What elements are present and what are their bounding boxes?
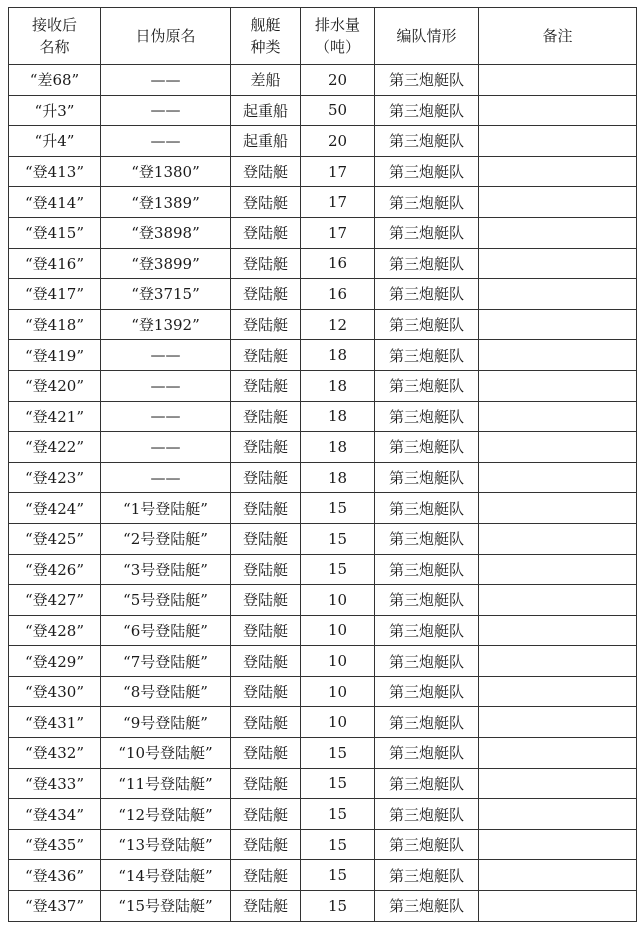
table-row (9, 646, 637, 677)
table-row (9, 860, 637, 891)
table-row (9, 707, 637, 738)
cell-displacement: 10 (301, 707, 375, 738)
table-row (9, 523, 637, 554)
header-displacement: 排水量 （吨） (301, 8, 375, 65)
cell-vessel-type: 登陆艇 (231, 799, 301, 830)
cell-original-name: “1号登陆艇” (101, 493, 231, 524)
cell-displacement: 10 (301, 646, 375, 677)
table-row (9, 462, 637, 493)
cell-remarks (479, 309, 637, 340)
cell-received-name: “登428” (9, 615, 101, 646)
table-body (9, 65, 637, 922)
table-row (9, 432, 637, 463)
cell-received-name: “登433” (9, 768, 101, 799)
cell-formation: 第三炮艇队 (375, 799, 479, 830)
cell-displacement: 16 (301, 279, 375, 310)
cell-displacement: 15 (301, 493, 375, 524)
cell-original-name: “6号登陆艇” (101, 615, 231, 646)
cell-formation: 第三炮艇队 (375, 126, 479, 157)
cell-formation: 第三炮艇队 (375, 156, 479, 187)
cell-original-name: —— (101, 432, 231, 463)
cell-vessel-type: 登陆艇 (231, 615, 301, 646)
cell-vessel-type: 登陆艇 (231, 279, 301, 310)
cell-remarks (479, 95, 637, 126)
cell-remarks (479, 432, 637, 463)
header-row (9, 8, 637, 65)
cell-vessel-type: 登陆艇 (231, 248, 301, 279)
cell-displacement: 18 (301, 340, 375, 371)
ship-table (8, 7, 637, 922)
cell-original-name: —— (101, 340, 231, 371)
cell-received-name: “登435” (9, 829, 101, 860)
cell-original-name: “15号登陆艇” (101, 891, 231, 922)
cell-received-name: “登415” (9, 217, 101, 248)
cell-vessel-type: 登陆艇 (231, 340, 301, 371)
cell-original-name: “5号登陆艇” (101, 585, 231, 616)
cell-received-name: “升3” (9, 95, 101, 126)
cell-vessel-type: 登陆艇 (231, 829, 301, 860)
cell-received-name: “登424” (9, 493, 101, 524)
cell-displacement: 18 (301, 462, 375, 493)
table-row (9, 829, 637, 860)
cell-original-name: “登1392” (101, 309, 231, 340)
cell-formation: 第三炮艇队 (375, 585, 479, 616)
cell-vessel-type: 登陆艇 (231, 768, 301, 799)
cell-formation: 第三炮艇队 (375, 217, 479, 248)
cell-original-name: “8号登陆艇” (101, 676, 231, 707)
cell-original-name: “3号登陆艇” (101, 554, 231, 585)
table-row (9, 493, 637, 524)
cell-remarks (479, 891, 637, 922)
cell-displacement: 17 (301, 187, 375, 218)
cell-remarks (479, 829, 637, 860)
cell-received-name: “登432” (9, 738, 101, 769)
cell-formation: 第三炮艇队 (375, 493, 479, 524)
cell-original-name: “11号登陆艇” (101, 768, 231, 799)
cell-vessel-type: 差船 (231, 65, 301, 96)
cell-received-name: “登431” (9, 707, 101, 738)
header-formation: 编队情形 (375, 8, 479, 65)
table-row (9, 95, 637, 126)
cell-remarks (479, 738, 637, 769)
cell-remarks (479, 65, 637, 96)
cell-vessel-type: 登陆艇 (231, 432, 301, 463)
cell-remarks (479, 279, 637, 310)
cell-remarks (479, 370, 637, 401)
cell-received-name: “升4” (9, 126, 101, 157)
table-row (9, 585, 637, 616)
cell-vessel-type: 登陆艇 (231, 707, 301, 738)
cell-original-name: —— (101, 65, 231, 96)
cell-received-name: “登419” (9, 340, 101, 371)
cell-received-name: “登430” (9, 676, 101, 707)
cell-formation: 第三炮艇队 (375, 432, 479, 463)
table-row (9, 217, 637, 248)
table-row (9, 615, 637, 646)
cell-displacement: 10 (301, 585, 375, 616)
cell-formation: 第三炮艇队 (375, 248, 479, 279)
cell-original-name: “12号登陆艇” (101, 799, 231, 830)
cell-displacement: 12 (301, 309, 375, 340)
cell-received-name: “登413” (9, 156, 101, 187)
table-row (9, 340, 637, 371)
cell-vessel-type: 登陆艇 (231, 370, 301, 401)
cell-received-name: “登423” (9, 462, 101, 493)
cell-formation: 第三炮艇队 (375, 860, 479, 891)
cell-displacement: 15 (301, 829, 375, 860)
header-remarks: 备注 (479, 8, 637, 65)
cell-displacement: 18 (301, 432, 375, 463)
cell-original-name: —— (101, 370, 231, 401)
cell-vessel-type: 登陆艇 (231, 891, 301, 922)
cell-remarks (479, 126, 637, 157)
cell-received-name: “登421” (9, 401, 101, 432)
cell-formation: 第三炮艇队 (375, 829, 479, 860)
cell-remarks (479, 523, 637, 554)
table-row (9, 554, 637, 585)
cell-vessel-type: 登陆艇 (231, 493, 301, 524)
cell-received-name: “登434” (9, 799, 101, 830)
cell-formation: 第三炮艇队 (375, 676, 479, 707)
cell-received-name: “登429” (9, 646, 101, 677)
cell-vessel-type: 登陆艇 (231, 462, 301, 493)
cell-formation: 第三炮艇队 (375, 891, 479, 922)
cell-remarks (479, 646, 637, 677)
table-row (9, 126, 637, 157)
cell-displacement: 15 (301, 738, 375, 769)
cell-displacement: 17 (301, 156, 375, 187)
cell-original-name: “登3899” (101, 248, 231, 279)
cell-vessel-type: 起重船 (231, 95, 301, 126)
cell-formation: 第三炮艇队 (375, 370, 479, 401)
cell-received-name: “登437” (9, 891, 101, 922)
cell-vessel-type: 登陆艇 (231, 738, 301, 769)
cell-displacement: 18 (301, 401, 375, 432)
table-row (9, 156, 637, 187)
cell-vessel-type: 登陆艇 (231, 585, 301, 616)
table-row (9, 187, 637, 218)
cell-vessel-type: 登陆艇 (231, 309, 301, 340)
cell-original-name: —— (101, 126, 231, 157)
table-row (9, 370, 637, 401)
cell-original-name: “14号登陆艇” (101, 860, 231, 891)
cell-remarks (479, 676, 637, 707)
cell-received-name: “登427” (9, 585, 101, 616)
cell-original-name: “登3715” (101, 279, 231, 310)
cell-formation: 第三炮艇队 (375, 646, 479, 677)
cell-formation: 第三炮艇队 (375, 187, 479, 218)
cell-received-name: “差68” (9, 65, 101, 96)
cell-original-name: “9号登陆艇” (101, 707, 231, 738)
cell-formation: 第三炮艇队 (375, 523, 479, 554)
cell-remarks (479, 462, 637, 493)
cell-displacement: 16 (301, 248, 375, 279)
cell-formation: 第三炮艇队 (375, 615, 479, 646)
cell-remarks (479, 615, 637, 646)
header-received-name: 接收后 名称 (9, 8, 101, 65)
cell-vessel-type: 登陆艇 (231, 646, 301, 677)
cell-formation: 第三炮艇队 (375, 401, 479, 432)
cell-displacement: 20 (301, 65, 375, 96)
cell-original-name: —— (101, 401, 231, 432)
cell-remarks (479, 707, 637, 738)
cell-formation: 第三炮艇队 (375, 554, 479, 585)
cell-original-name: “登1380” (101, 156, 231, 187)
cell-displacement: 20 (301, 126, 375, 157)
cell-received-name: “登425” (9, 523, 101, 554)
cell-remarks (479, 156, 637, 187)
cell-vessel-type: 登陆艇 (231, 860, 301, 891)
cell-displacement: 10 (301, 676, 375, 707)
cell-remarks (479, 187, 637, 218)
cell-displacement: 15 (301, 768, 375, 799)
cell-displacement: 15 (301, 891, 375, 922)
table-row (9, 799, 637, 830)
cell-vessel-type: 登陆艇 (231, 523, 301, 554)
cell-formation: 第三炮艇队 (375, 309, 479, 340)
table-row (9, 248, 637, 279)
table-row (9, 279, 637, 310)
cell-remarks (479, 493, 637, 524)
cell-formation: 第三炮艇队 (375, 738, 479, 769)
cell-formation: 第三炮艇队 (375, 462, 479, 493)
cell-displacement: 18 (301, 370, 375, 401)
cell-formation: 第三炮艇队 (375, 65, 479, 96)
cell-remarks (479, 768, 637, 799)
cell-remarks (479, 554, 637, 585)
cell-original-name: —— (101, 462, 231, 493)
cell-remarks (479, 799, 637, 830)
table-row (9, 309, 637, 340)
cell-original-name: “2号登陆艇” (101, 523, 231, 554)
cell-vessel-type: 起重船 (231, 126, 301, 157)
cell-remarks (479, 585, 637, 616)
cell-displacement: 10 (301, 615, 375, 646)
cell-received-name: “登414” (9, 187, 101, 218)
cell-displacement: 15 (301, 860, 375, 891)
cell-displacement: 15 (301, 799, 375, 830)
table-row (9, 65, 637, 96)
cell-original-name: “13号登陆艇” (101, 829, 231, 860)
cell-displacement: 17 (301, 217, 375, 248)
cell-remarks (479, 248, 637, 279)
cell-vessel-type: 登陆艇 (231, 187, 301, 218)
cell-original-name: “7号登陆艇” (101, 646, 231, 677)
cell-displacement: 50 (301, 95, 375, 126)
table-row (9, 891, 637, 922)
cell-remarks (479, 860, 637, 891)
table-row (9, 401, 637, 432)
cell-vessel-type: 登陆艇 (231, 676, 301, 707)
table-row (9, 738, 637, 769)
cell-received-name: “登418” (9, 309, 101, 340)
cell-original-name: “登3898” (101, 217, 231, 248)
cell-received-name: “登422” (9, 432, 101, 463)
cell-formation: 第三炮艇队 (375, 279, 479, 310)
cell-vessel-type: 登陆艇 (231, 554, 301, 585)
cell-remarks (479, 217, 637, 248)
table-row (9, 768, 637, 799)
cell-vessel-type: 登陆艇 (231, 217, 301, 248)
cell-formation: 第三炮艇队 (375, 340, 479, 371)
header-original-name: 日伪原名 (101, 8, 231, 65)
cell-original-name: —— (101, 95, 231, 126)
cell-original-name: “登1389” (101, 187, 231, 218)
cell-received-name: “登417” (9, 279, 101, 310)
cell-displacement: 15 (301, 523, 375, 554)
cell-remarks (479, 340, 637, 371)
table-row (9, 676, 637, 707)
cell-formation: 第三炮艇队 (375, 95, 479, 126)
cell-formation: 第三炮艇队 (375, 768, 479, 799)
cell-vessel-type: 登陆艇 (231, 156, 301, 187)
cell-received-name: “登416” (9, 248, 101, 279)
cell-vessel-type: 登陆艇 (231, 401, 301, 432)
cell-received-name: “登436” (9, 860, 101, 891)
cell-original-name: “10号登陆艇” (101, 738, 231, 769)
cell-received-name: “登420” (9, 370, 101, 401)
cell-remarks (479, 401, 637, 432)
header-vessel-type: 舰艇 种类 (231, 8, 301, 65)
cell-formation: 第三炮艇队 (375, 707, 479, 738)
cell-displacement: 15 (301, 554, 375, 585)
cell-received-name: “登426” (9, 554, 101, 585)
